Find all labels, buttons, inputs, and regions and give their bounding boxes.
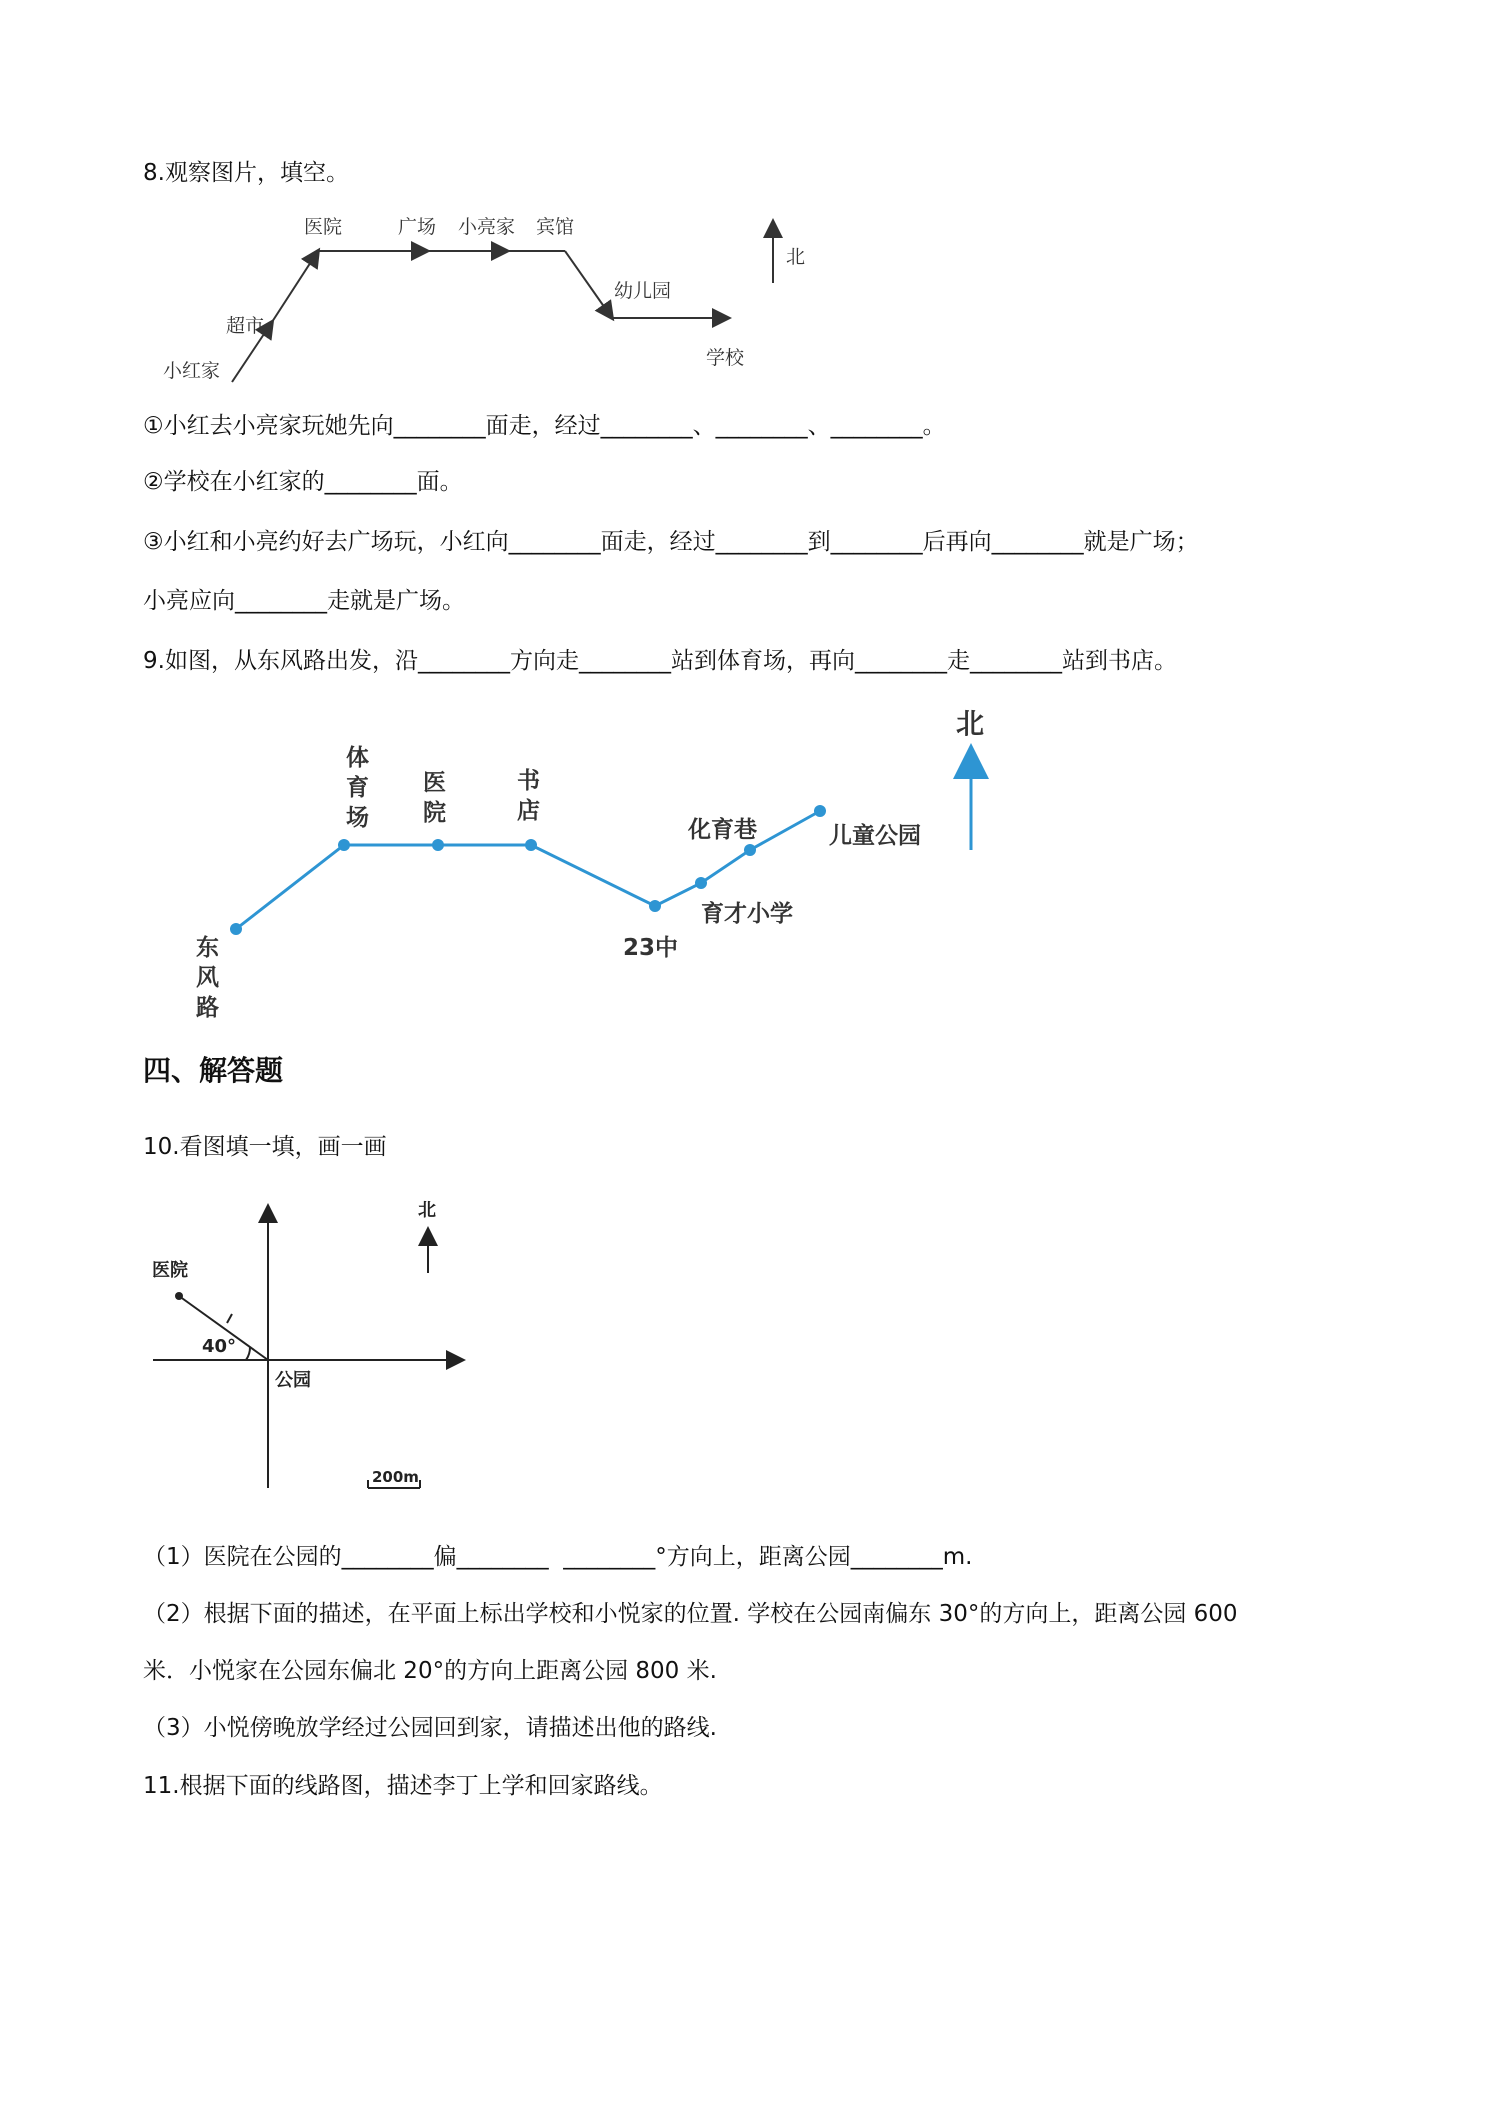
q8-line2: ②学校在小红家的________面。 <box>143 469 463 495</box>
q8-line3: ③小红和小亮约好去广场玩，小红向________面走，经过________到________后再向________就是广场； <box>143 529 1199 555</box>
q9-label-park: 儿童公园 <box>829 823 921 849</box>
q10-label-hospital: 医院 <box>152 1260 188 1281</box>
q10-p1: （1）医院在公园的________偏________ ________°方向上，距离公园________m. <box>143 1544 973 1570</box>
q8-label-square: 广场 <box>398 216 437 238</box>
q9-label-dongfeng-char-1: 东 <box>196 935 219 961</box>
q8-label-kindergarten: 幼儿园 <box>614 280 672 302</box>
q8-label-supermarket: 超市 <box>226 315 265 337</box>
q10-label-scale: 200m <box>372 1468 419 1486</box>
q8-title: 8.观察图片，填空。 <box>143 160 349 186</box>
q9-label-dongfeng-char-2: 风 <box>196 965 219 991</box>
q9-label-stadium-char-3: 场 <box>346 805 369 831</box>
q9-label-huayu: 化育巷 <box>688 817 757 843</box>
q10-title: 10.看图填一填，画一画 <box>143 1134 387 1160</box>
q8-label-school: 学校 <box>706 347 745 369</box>
q9-label-north: 北 <box>956 707 985 740</box>
q9-label-hospital-char-1: 医 <box>423 770 446 796</box>
q10-label-angle: 40° <box>202 1336 237 1357</box>
q8-label-hotel: 宾馆 <box>536 216 575 238</box>
q9-title: 9.如图，从东风路出发，沿________方向走________站到体育场，再向________走________站到书店。 <box>143 648 1177 674</box>
q9-label-hospital-char-2: 院 <box>423 800 446 826</box>
q10-label-north: 北 <box>418 1200 436 1221</box>
q9-label-yucai: 育才小学 <box>701 901 793 927</box>
q8-label-north: 北 <box>786 246 806 268</box>
q8-line4: 小亮应向________走就是广场。 <box>143 588 465 614</box>
q9-label-stadium-char-2: 育 <box>346 775 369 801</box>
q9-label-stadium-char-1: 体 <box>346 745 369 771</box>
q10-label-park: 公园 <box>275 1370 311 1391</box>
q10-p2b: 米．小悦家在公园东偏北 20°的方向上距离公园 800 米. <box>143 1658 717 1684</box>
q9-label-23: 23中 <box>623 935 679 961</box>
q9-label-bookstore-char-2: 店 <box>517 798 540 824</box>
q11-title: 11.根据下面的线路图，描述李丁上学和回家路线。 <box>143 1773 663 1799</box>
q8-label-xiaoliang-home: 小亮家 <box>458 216 516 238</box>
q8-label-hospital: 医院 <box>304 216 343 238</box>
q10-p3: （3）小悦傍晚放学经过公园回到家，请描述出他的路线. <box>143 1715 717 1741</box>
q9-label-bookstore-char-1: 书 <box>517 768 540 794</box>
q8-label-xiaohong-home: 小红家 <box>163 360 221 382</box>
q9-label-dongfeng-char-3: 路 <box>196 995 219 1021</box>
q10-angle-arc <box>246 1347 250 1360</box>
q10-hospital-dot <box>175 1292 183 1300</box>
q10-p2a: （2）根据下面的描述，在平面上标出学校和小悦家的位置. 学校在公园南偏东 30°的方向上，距离公园 600 <box>143 1601 1238 1627</box>
q10-tick <box>227 1314 232 1323</box>
section4-heading: 四、解答题 <box>143 1054 284 1087</box>
q8-line1: ①小红去小亮家玩她先向________面走，经过________、________、________。 <box>143 413 946 439</box>
